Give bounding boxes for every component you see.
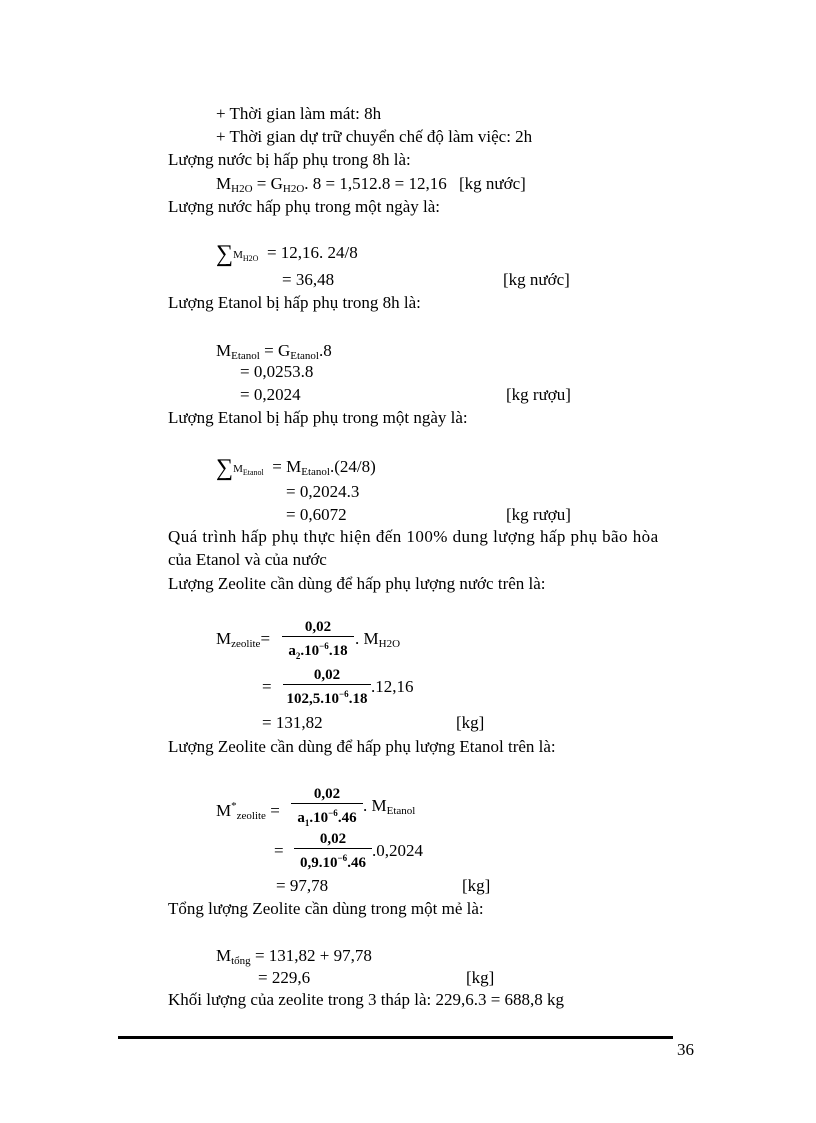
- m-star-multiplier: . $M_{Etanol}$: [363, 796, 416, 817]
- fraction-zeolite-etanol: 0,02 $a_1.10^{-6}.46$: [291, 785, 363, 832]
- unit-water-2: [kg nước]: [503, 270, 570, 289]
- sum-etanol-step3: = 0,6072: [286, 505, 347, 524]
- fraction-zeolite-water-2: 0,02 $102,5.10^{-6}.18$: [283, 666, 371, 708]
- etanol-8h-title: Lượng Etanol bị hấp phụ trong 8h là:: [168, 293, 421, 312]
- water-day-title: Lượng nước hấp phụ trong một ngày là:: [168, 197, 440, 216]
- water-8h-title: Lượng nước bị hấp phụ trong 8h là:: [168, 150, 411, 169]
- unit-water-1: [kg nước]: [459, 174, 526, 193]
- m-total-result: = 229,6: [258, 968, 311, 987]
- process-line-1: Quá trình hấp phụ thực hiện đến 100% dung lượng hấp phụ bão hòa: [168, 527, 659, 546]
- unit-ruou-2: [kg rượu]: [506, 505, 571, 524]
- sum-etanol-step2: = 0,2024.3: [286, 482, 360, 501]
- final-mass-line: Khối lượng của zeolite trong 3 tháp là: 229,6.3 = 688,8 kg: [168, 990, 565, 1009]
- unit-kg-1: [kg]: [456, 713, 485, 732]
- eq-sign-4: =: [274, 841, 284, 860]
- m-etanol-step3: = 0,2024: [240, 385, 301, 404]
- m-zeolite-label: $M_{zeolite}=$: [216, 629, 271, 650]
- zeolite-total-title: Tổng lượng Zeolite cần dùng trong một mẻ là:: [168, 899, 484, 918]
- m-star-zeolite-label: $M^*_{zeolite}$ =: [216, 800, 280, 822]
- m-etanol-step2: = 0,0253.8: [240, 362, 314, 381]
- m-star-value: .0,2024: [372, 841, 423, 860]
- m-etanol-equation: $M_{Etanol} = G_{Etanol}.8$: [216, 341, 332, 362]
- unit-ruou-1: [kg rượu]: [506, 385, 571, 404]
- cooling-time-line: + Thời gian làm mát: 8h: [216, 104, 382, 123]
- m-total-equation: $M_{tổng} = 131,82 + 97,78$: [216, 946, 372, 967]
- fraction-zeolite-etanol-2: 0,02 $0,9.10^{-6}.46$: [294, 830, 372, 872]
- unit-kg-2: [kg]: [462, 876, 491, 895]
- reserve-time-line: + Thời gian dự trữ chuyển chế độ làm việc: 2h: [216, 127, 533, 146]
- etanol-day-title: Lượng Etanol bị hấp phụ trong một ngày là:: [168, 408, 468, 427]
- footer-divider: [118, 1036, 673, 1039]
- sum-h2o-equation: $\sum M_{H2O} = 12,16$. 24/8: [216, 241, 358, 267]
- sum-symbol: ∑: [216, 241, 234, 267]
- page-number: 36: [677, 1040, 694, 1059]
- zeolite-water-title: Lượng Zeolite cần dùng để hấp phụ lượng nước trên là:: [168, 574, 546, 593]
- eq-sign-2: =: [262, 677, 272, 696]
- process-line-2: của Etanol và của nước: [168, 550, 327, 569]
- unit-kg-3: [kg]: [466, 968, 495, 987]
- sum-etanol-equation: $\sum M_{Etanol} = M_{Etanol}.(24/8)$: [216, 455, 376, 481]
- m-zeolite-result: = 131,82: [262, 713, 323, 732]
- m-zeolite-multiplier: . $M_{H2O}$: [355, 629, 401, 650]
- sum-h2o-result: = 36,48: [282, 270, 335, 289]
- m-h2o-equation: $M_{H2O} = G_{H2O}$. 8 = 1,512.8 = 12,16: [216, 174, 447, 195]
- fraction-zeolite-water: 0,02 $a_2.10^{-6}.18$: [282, 618, 354, 665]
- zeolite-etanol-title: Lượng Zeolite cần dùng để hấp phụ lượng Etanol trên là:: [168, 737, 556, 756]
- m-zeolite-value: .12,16: [371, 677, 414, 696]
- sum-symbol: ∑: [216, 455, 234, 481]
- m-star-result: = 97,78: [276, 876, 329, 895]
